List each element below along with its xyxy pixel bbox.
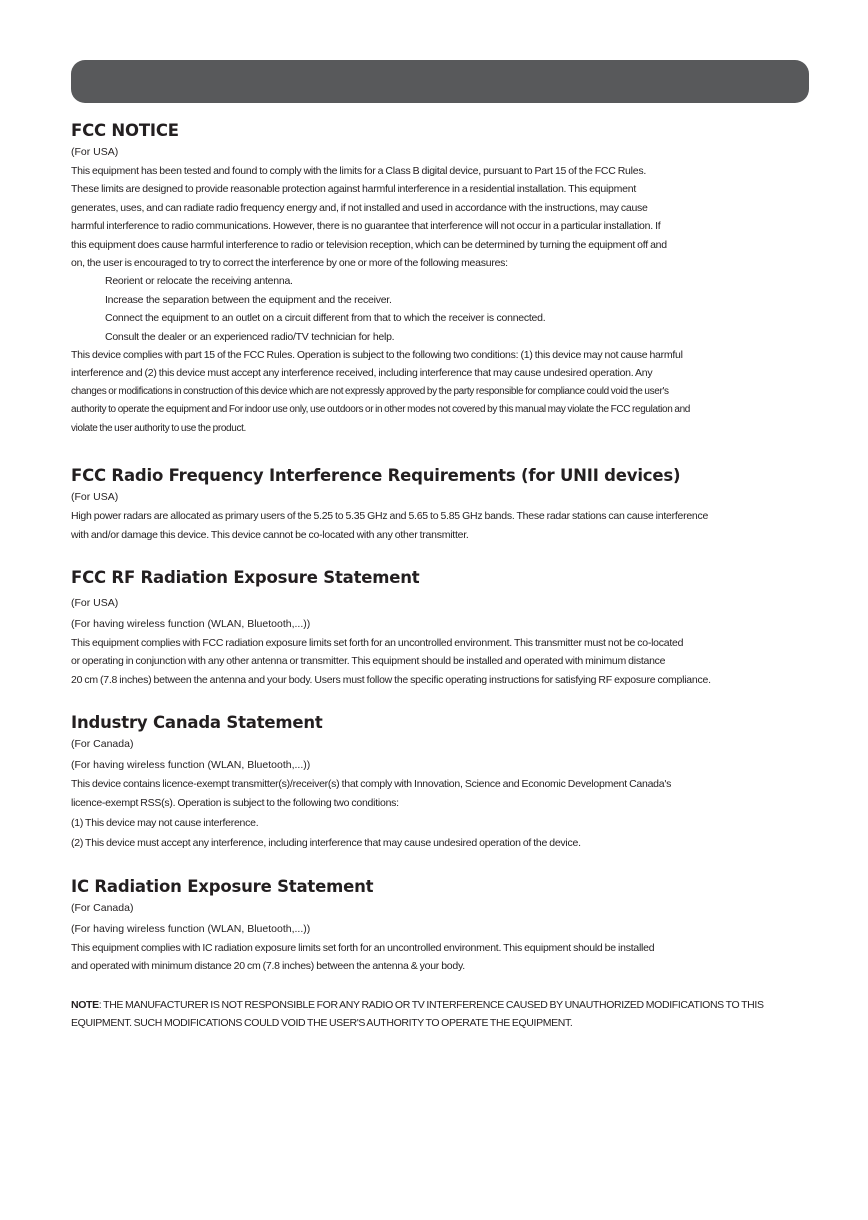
measure-item: Reorient or relocate the receiving antenna. bbox=[105, 275, 293, 288]
fcc-notice-line: this equipment does cause harmful interference to radio or television reception, which can be determined by turning the equipment off and bbox=[71, 238, 667, 251]
fcc-unii-title: FCC Radio Frequency Interference Requirements (for UNII devices) bbox=[71, 466, 681, 486]
measure-item: Connect the equipment to an outlet on a circuit different from that to which the receiver is connected. bbox=[105, 312, 546, 325]
ic-radiation-wireless: (For having wireless function (WLAN, Bluetooth,...)) bbox=[71, 922, 311, 935]
fcc-measures-list bbox=[71, 272, 801, 346]
ic-radiation-region: (For Canada) bbox=[71, 901, 134, 914]
ic-radiation-section bbox=[71, 875, 801, 976]
fcc-rf-wireless: (For having wireless function (WLAN, Bluetooth,...)) bbox=[71, 617, 311, 630]
ic-radiation-title: IC Radiation Exposure Statement bbox=[71, 876, 374, 896]
fcc-notice-line: This equipment has been tested and found to comply with the limits for a Class B digital device, pursuant to Part 15 of the FCC Rules. bbox=[71, 165, 646, 177]
ic-radiation-line: and operated with minimum distance 20 cm (7.8 inches) between the antenna & your body. bbox=[71, 960, 465, 973]
industry-canada-section bbox=[71, 711, 801, 853]
measure-item: Increase the separation between the equipment and the receiver. bbox=[105, 293, 392, 306]
industry-canada-condition-2: (2) This device must accept any interference, including interference that may cause undesired operation of the device. bbox=[71, 837, 581, 850]
industry-canada-line: licence-exempt RSS(s). Operation is subject to the following two conditions: bbox=[71, 796, 399, 809]
measure-item: Consult the dealer or an experienced radio/TV technician for help. bbox=[105, 330, 395, 343]
fcc-rf-section bbox=[71, 566, 801, 689]
fcc-notice-section bbox=[71, 119, 801, 438]
fcc-rf-line: or operating in conjunction with any other antenna or transmitter. This equipment should be installed and operated with minimum distance bbox=[71, 655, 666, 668]
fcc-authority-line: authority to operate the equipment and For indoor use only, use outdoors or in other modes not covered by this manual may violate the FCC regulation and bbox=[71, 404, 691, 416]
fcc-notice-line: generates, uses, and can radiate radio frequency energy and, if not installed and used in accordance with the instructions, may cause bbox=[71, 201, 648, 214]
note-text-1: : THE MANUFACTURER IS NOT RESPONSIBLE FOR ANY RADIO OR TV INTERFERENCE CAUSED BY UNAUTHORIZED MODIFICATIONS TO THIS bbox=[98, 998, 764, 1011]
industry-canada-title: Industry Canada Statement bbox=[71, 713, 323, 733]
fcc-rf-title: FCC RF Radiation Exposure Statement bbox=[71, 567, 420, 587]
fcc-notice-line: These limits are designed to provide reasonable protection against harmful interference in a residential installation. This equipment bbox=[71, 183, 636, 196]
fcc-rf-region: (For USA) bbox=[71, 596, 119, 609]
fcc-notice-line: on, the user is encouraged to try to correct the interference by one or more of the following measures: bbox=[71, 257, 508, 270]
fcc-conditions-line: changes or modifications in construction of this device which are not expressly approved by the party responsible for compliance could void the user's bbox=[71, 385, 669, 397]
note-section bbox=[71, 996, 801, 1033]
note-line-1 bbox=[71, 996, 801, 1014]
fcc-conditions-line: interference and (2) this device must accept any interference received, including interference that may cause undesired operation. Any bbox=[71, 367, 653, 380]
fcc-notice-title: FCC NOTICE bbox=[71, 121, 179, 140]
ic-radiation-line: This equipment complies with IC radiation exposure limits set forth for an uncontrolled environment. This equipment should be installed bbox=[71, 941, 655, 954]
header-bar bbox=[71, 60, 809, 103]
industry-canada-condition-1: (1) This device may not cause interference. bbox=[71, 816, 259, 829]
note-label: NOTE bbox=[71, 998, 99, 1011]
note-line-2: EQUIPMENT. SUCH MODIFICATIONS COULD VOID THE USER'S AUTHORITY TO OPERATE THE EQUIPMENT. bbox=[71, 1016, 573, 1029]
fcc-rf-line: 20 cm (7.8 inches) between the antenna and your body. Users must follow the specific operating instructions for satisfying RF exposure compliance. bbox=[71, 673, 711, 686]
fcc-unii-line: with and/or damage this device. This device cannot be co-located with any other transmitter. bbox=[71, 528, 469, 541]
fcc-unii-region: (For USA) bbox=[71, 491, 119, 504]
fcc-conditions-line: This device complies with part 15 of the FCC Rules. Operation is subject to the following two conditions: (1) this device may not cause harmful bbox=[71, 349, 683, 362]
fcc-unii-line: High power radars are allocated as primary users of the 5.25 to 5.35 GHz and 5.65 to 5.85 GHz bands. These radar stations can cause interference bbox=[71, 510, 709, 523]
industry-canada-wireless: (For having wireless function (WLAN, Bluetooth,...)) bbox=[71, 759, 311, 772]
page-content bbox=[71, 119, 801, 1032]
fcc-conditions bbox=[71, 346, 801, 438]
fcc-unii-section bbox=[71, 464, 801, 544]
fcc-authority-line: violate the user authority to use the product. bbox=[71, 422, 246, 434]
fcc-notice-line: harmful interference to radio communications. However, there is no guarantee that interference will not occur in a particular installation. If bbox=[71, 220, 661, 233]
industry-canada-line: This device contains licence-exempt transmitter(s)/receiver(s) that comply with Innovation, Science and Economic Development Canada's bbox=[71, 778, 672, 791]
fcc-notice-body bbox=[71, 162, 801, 272]
fcc-notice-region: (For USA) bbox=[71, 146, 119, 158]
fcc-rf-line: This equipment complies with FCC radiation exposure limits set forth for an uncontrolled environment. This transmitter must not be co-located bbox=[71, 636, 684, 649]
industry-canada-region: (For Canada) bbox=[71, 738, 134, 751]
